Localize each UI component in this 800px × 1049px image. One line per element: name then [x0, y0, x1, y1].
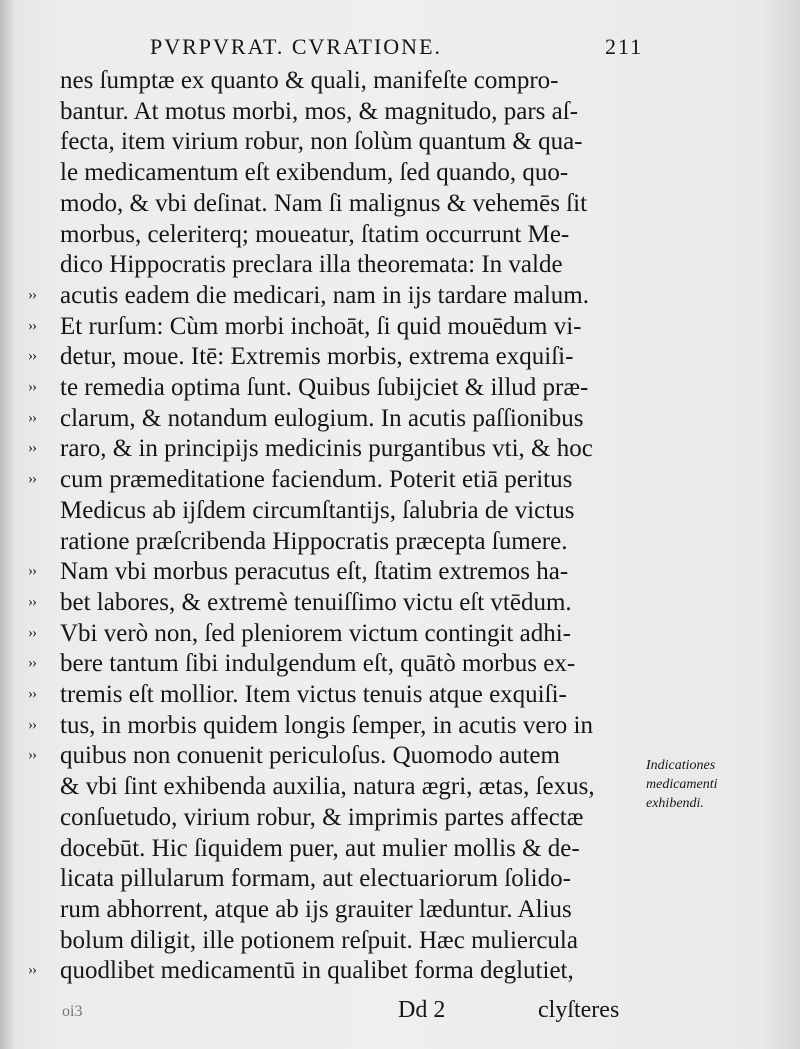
line-text: tus, in morbis quidem longis ſemper, in acutis vero in [60, 711, 593, 739]
line-text: te remedia optima ſunt. Quibus ſubijciet & illud præ- [60, 374, 589, 401]
text-line [0, 281, 800, 311]
signature-mark: Dd 2 [398, 997, 446, 1023]
line-text: licata pillularum formam, aut electuariorum ſolido- [60, 865, 571, 893]
text-line [0, 250, 800, 280]
text-line [0, 956, 800, 986]
quotation-mark: ›› [28, 962, 36, 979]
quotation-mark: ›› [28, 440, 36, 457]
margin-note-line: medicamenti [646, 777, 718, 792]
line-text: dico Hippocratis preclara illa theoremata: In valde [60, 251, 563, 279]
text-line [0, 496, 800, 526]
line-text: bolum diligit, ille potionem reſpuit. Hæc muliercula [60, 926, 578, 954]
text-line [0, 895, 800, 925]
line-text: Et rurſum: Cùm morbi inchoāt, ſi quid mouēdum vi- [60, 312, 582, 340]
quotation-mark: ›› [28, 286, 36, 303]
quotation-mark: ›› [28, 655, 36, 672]
text-line [0, 189, 800, 219]
text-line [0, 373, 800, 403]
quotation-mark: ›› [28, 593, 36, 610]
quotation-mark: ›› [28, 379, 36, 395]
line-text: Nam vbi morbus peracutus eſt, ſtatim extremos ha- [60, 558, 569, 586]
line-text: acutis eadem die medicari, nam in ijs tardare malum. [60, 281, 589, 309]
text-line [0, 158, 800, 188]
text-line [0, 864, 800, 894]
line-text: nes ſumptæ ex quanto & quali, manifeſte compro- [60, 67, 559, 94]
line-text: ratione præſcribenda Hippocratis præcepta ſumere. [60, 527, 568, 555]
text-line [0, 434, 800, 464]
margin-note-line: exhibendi. [646, 796, 704, 811]
line-text: conſuetudo, virium robur, & imprimis partes affectæ [60, 803, 584, 831]
line-text: & vbi ſint exhibenda auxilia, natura ægri, ætas, ſexus, [60, 773, 595, 801]
line-text: Vbi verò non, ſed pleniorem victum contingit adhi- [60, 619, 571, 647]
line-text: le medicamentum eſt exibendum, ſed quando, quo- [60, 159, 569, 187]
line-text: clarum, & notandum eulogium. In acutis paſſionibus [60, 404, 584, 432]
quotation-mark: ›› [28, 409, 36, 426]
line-text: cum præmeditatione faciendum. Poterit etiā peritus [60, 466, 573, 494]
quotation-mark: ›› [28, 716, 36, 733]
margin-note-line: Indicationes [646, 758, 716, 773]
text-line [0, 588, 800, 618]
line-text: quibus non conuenit periculoſus. Quomodo autem [60, 742, 560, 770]
line-text: modo, & vbi deſinat. Nam ſi malignus & vehemēs ſit [60, 189, 588, 217]
line-text: bere tantum ſibi indulgendum eſt, quātò morbus ex- [60, 650, 576, 678]
text-line [0, 557, 800, 587]
line-text: tremis eſt mollior. Item victus tenuis atque exquiſi- [60, 681, 567, 708]
margin-note [646, 756, 786, 813]
text-line [0, 649, 800, 679]
text-line [0, 834, 800, 864]
line-text: quodlibet medicamentū in qualibet forma deglutiet, [60, 957, 574, 985]
text-line [0, 342, 800, 372]
line-text: morbus, celeriterq; moueatur, ſtatim occurrunt Me- [60, 220, 570, 248]
quotation-mark: ›› [28, 348, 36, 365]
text-line [0, 127, 800, 157]
line-text: rum abhorrent, atque ab ijs grauiter læduntur. Alius [60, 895, 572, 923]
line-text: docebūt. Hic ſiquidem puer, aut mulier mollis & de- [60, 834, 580, 862]
line-text: bet labores, & extremè tenuiſſimo victu eſt vtēdum. [60, 588, 572, 616]
line-text: Medicus ab ijſdem circumſtantijs, ſalubria de victus [60, 496, 575, 524]
text-line [0, 97, 800, 127]
text-line [0, 680, 800, 710]
quotation-mark: ›› [28, 563, 36, 580]
text-line [0, 220, 800, 250]
line-text: fecta, item virium robur, non ſolùm quantum & qua- [60, 128, 583, 156]
quotation-mark: ›› [28, 317, 36, 334]
quotation-mark: ›› [28, 686, 36, 702]
page-header [60, 34, 660, 60]
text-line [0, 66, 800, 96]
quotation-mark: ›› [28, 747, 36, 764]
page-number: 211 [605, 34, 644, 59]
quotation-mark: ›› [28, 471, 36, 488]
line-text: raro, & in principijs medicinis purgantibus vti, & hoc [60, 435, 593, 463]
quotation-mark: ›› [28, 624, 36, 641]
line-text: detur, moue. Itē: Extremis morbis, extrema exquiſi- [60, 343, 574, 371]
text-line [0, 527, 800, 557]
line-text: bantur. At motus morbi, mos, & magnitudo, pars aſ- [60, 97, 579, 125]
running-title: PVRPVRAT. CVRATIONE. [150, 34, 443, 59]
footer-left-mark: oi3 [62, 1003, 83, 1020]
text-line [0, 404, 800, 434]
text-line [0, 619, 800, 649]
text-line [0, 926, 800, 956]
text-line [0, 711, 800, 741]
text-line [0, 312, 800, 342]
text-line [0, 465, 800, 495]
catchword: clyſteres [538, 997, 620, 1023]
